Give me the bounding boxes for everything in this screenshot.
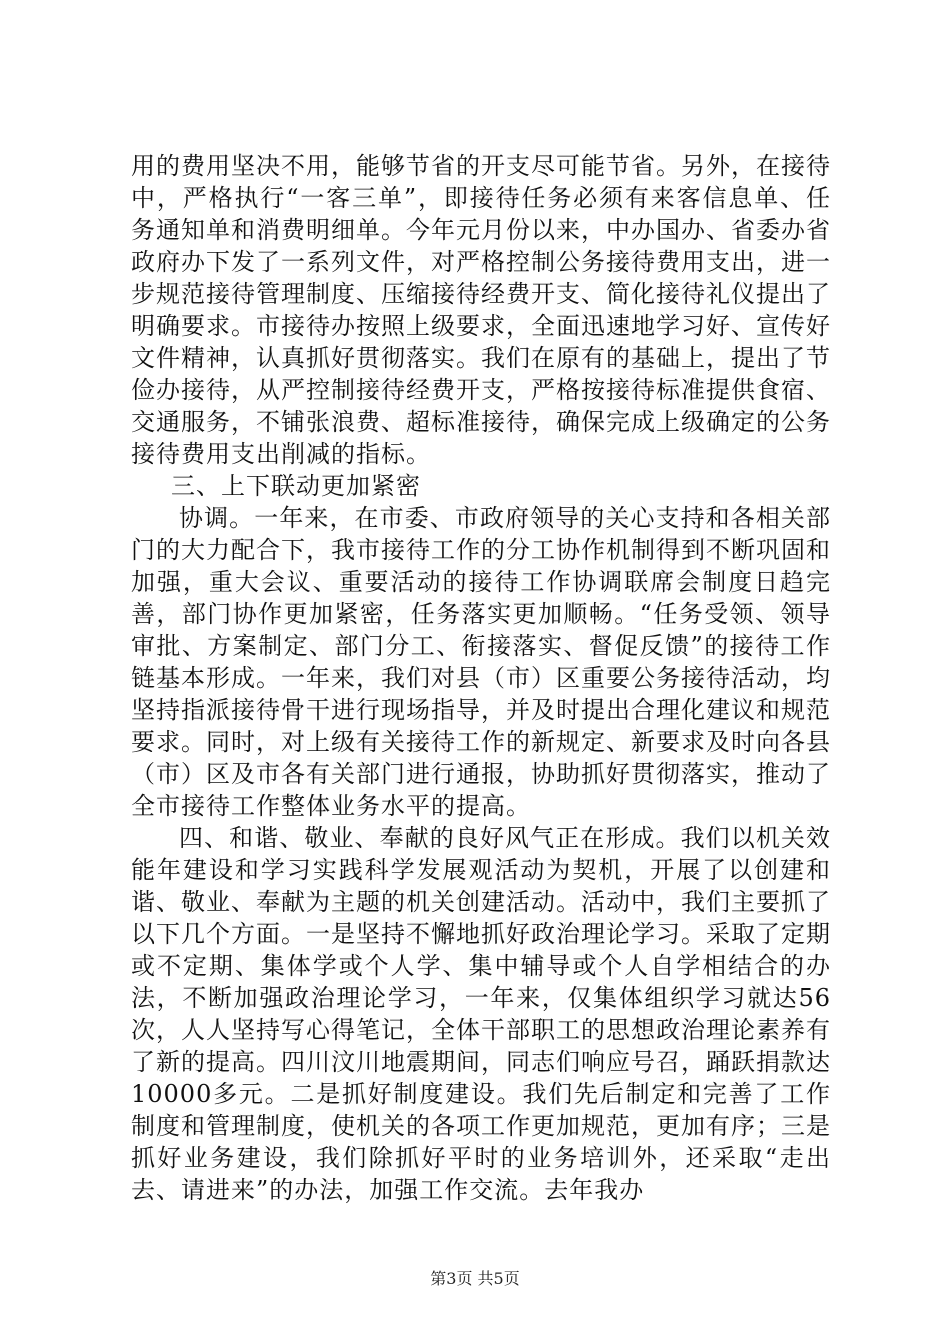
paragraph-section-4: 四、和谐、敬业、奉献的良好风气正在形成。我们以机关效能年建设和学习实践科学发展观活动为契机，开展了以创建和谐、敬业、奉献为主题的机关创建活动。活动中，我们主要抓了以下几个方面。一是坚持不懈地抓好政治理论学习。采取了定期或不定期、集体学或个人学、集中辅导或个人自学相结合的办法，不断加强政治理论学习，一年来，仅集体组织学习就达56次，人人坚持写心得笔记，全体干部职工的思想政治理论素养有了新的提高。四川汶川地震期间，同志们响应号召，踊跃捐款达10000多元。二是抓好制度建设。我们先后制定和完善了工作制度和管理制度，使机关的各项工作更加规范，更加有序；三是抓好业务建设，我们除抓好平时的业务培训外，还采取“走出去、请进来”的办法，加强工作交流。去年我办: [131, 824, 831, 1204]
section-heading-3: 三、上下联动更加紧密: [171, 472, 421, 500]
paragraph-coordination: 协调。一年来，在市委、市政府领导的关心支持和各相关部门的大力配合下，我市接待工作的分工协作机制得到不断巩固和加强，重大会议、重要活动的接待工作协调联席会制度日趋完善，部门协作更加紧密，任务落实更加顺畅。“任务受领、领导审批、方案制定、部门分工、衔接落实、督促反馈”的接待工作链基本形成。一年来，我们对县（市）区重要公务接待活动，均坚持指派接待骨干进行现场指导，并及时提出合理化建议和规范要求。同时，对上级有关接待工作的新规定、新要求及时向各县（市）区及市各有关部门进行通报，协助抓好贯彻落实，推动了全市接待工作整体业务水平的提高。: [131, 504, 831, 820]
page-number-footer: 第3页 共5页: [430, 1269, 520, 1288]
paragraph-continued: 用的费用坚决不用，能够节省的开支尽可能节省。另外，在接待中，严格执行“一客三单”，即接待任务必须有来客信息单、任务通知单和消费明细单。今年元月份以来，中办国办、省委办省政府办下发了一系列文件，对严格控制公务接待费用支出，进一步规范接待管理制度、压缩接待经费开支、简化接待礼仪提出了明确要求。市接待办按照上级要求，全面迅速地学习好、宣传好文件精神，认真抓好贯彻落实。我们在原有的基础上，提出了节俭办接待，从严控制接待经费开支，严格按接待标准提供食宿、交通服务，不铺张浪费、超标准接待，确保完成上级确定的公务接待费用支出削减的指标。: [131, 152, 831, 468]
document-body: [131, 150, 831, 1206]
